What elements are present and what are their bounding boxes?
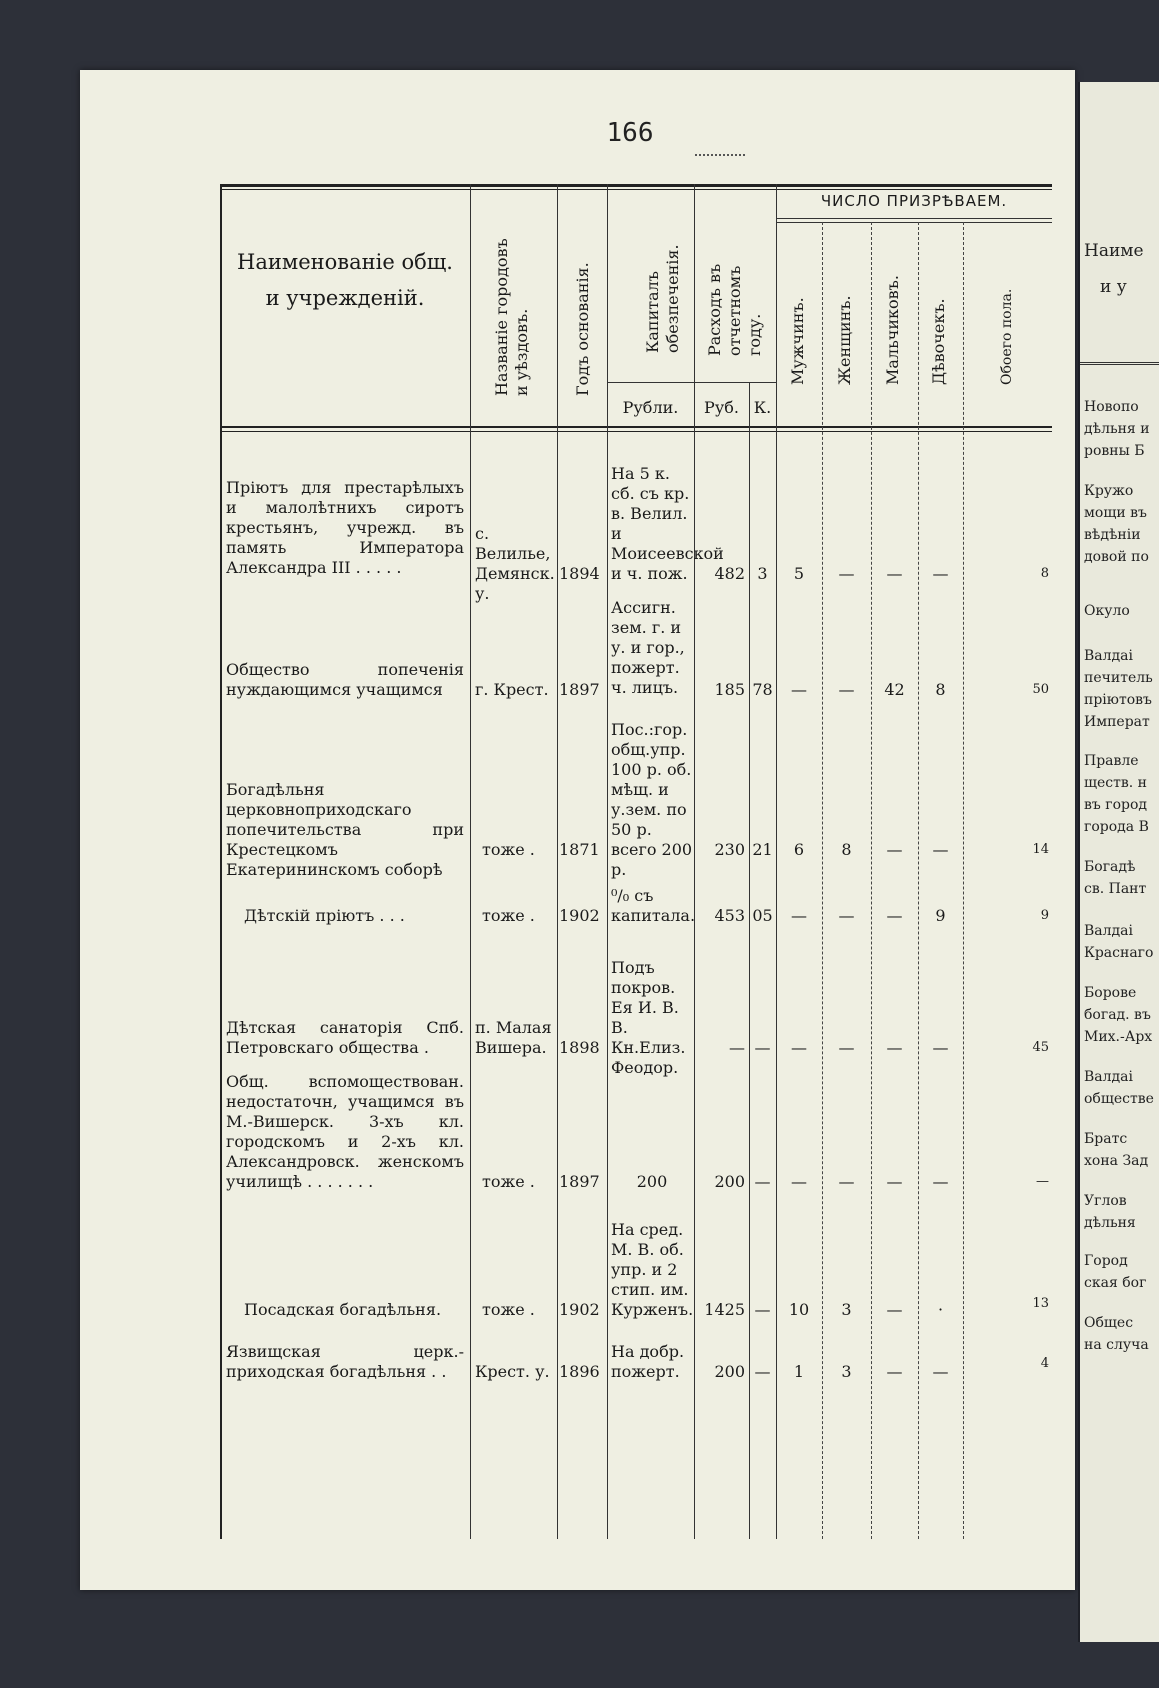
row-5-capital: Подъ покров. Ея И. В. В. Кн.Елиз. Феодор.: [611, 958, 686, 1077]
row-3-girls: —: [932, 840, 949, 859]
row-3-capital: Пос.:гор. общ.упр. 100 р. об. мѣщ. и у.зем. по 50 р. всего 200 р.: [611, 720, 693, 879]
row-8-both: 4: [1040, 1356, 1049, 1371]
adjacent-text-line: Углов: [1084, 1193, 1127, 1209]
row-2-both: 50: [1032, 682, 1049, 697]
row-6-girls: —: [932, 1172, 949, 1191]
row-3-boys: —: [886, 840, 903, 859]
adjacent-text-line: Правле: [1084, 753, 1139, 769]
header-expense-rub: Руб.: [704, 398, 739, 417]
row-2-capital: Ассигн. зем. г. и у. и гор., пожерт. ч. лицъ.: [611, 598, 685, 697]
row-7-boys: —: [886, 1300, 903, 1319]
row-1-rub: 482: [714, 564, 745, 583]
row-2-town: г. Крест.: [475, 680, 549, 699]
adjacent-text-line: Общес: [1084, 1315, 1134, 1331]
header-expense: Расходъ въ отчетномъ году.: [705, 263, 764, 356]
header-women: Женщинъ.: [835, 295, 854, 385]
row-4-year: 1902: [559, 906, 600, 925]
row-3-both: 14: [1032, 842, 1049, 857]
row-8-boys: —: [886, 1362, 903, 1381]
row-7-name: Посадская богадѣльня.: [244, 1300, 442, 1319]
col-divider: [918, 222, 919, 1539]
adjacent-header-line: и у: [1100, 277, 1127, 297]
page-number: 166: [606, 118, 654, 148]
row-3-women: 8: [841, 840, 852, 859]
col-divider: [557, 184, 558, 1539]
header-bottom-rule: [220, 426, 1052, 428]
header-town: Названіе городовъ и уѣздовъ.: [492, 238, 531, 396]
adjacent-page-edge: [1078, 82, 1159, 1642]
book-page: [80, 70, 1075, 1590]
adjacent-header-line: Наиме: [1084, 241, 1144, 261]
row-6-men: —: [791, 1172, 807, 1191]
row-6-capital: 200: [636, 1172, 668, 1191]
row-3-rub: 230: [714, 840, 745, 859]
row-5-name: Дѣтская санаторія Спб. Петровскаго общества .: [226, 1018, 464, 1057]
adjacent-text-line: довой по: [1084, 549, 1149, 565]
row-1-men: 5: [793, 564, 805, 583]
adjacent-text-line: Императ: [1084, 714, 1150, 730]
row-1-boys: —: [886, 564, 903, 583]
adjacent-text-line: дѣльня и: [1084, 421, 1150, 437]
row-3-men: 6: [793, 840, 805, 859]
adjacent-text-line: Краснаго: [1084, 945, 1154, 961]
row-1-both: 8: [1040, 566, 1049, 581]
adjacent-text-line: ровны Б: [1084, 443, 1145, 459]
row-2-name: Общество попеченія нуждающимся учащимся: [226, 660, 464, 699]
row-6-year: 1897: [559, 1172, 600, 1191]
row-4-town: тоже .: [482, 906, 535, 925]
adjacent-text-line: печитель: [1084, 670, 1153, 686]
row-6-kop: —: [754, 1172, 771, 1191]
header-name: Наименованіе общ. и учрежденій.: [237, 250, 453, 310]
header-group-title: ЧИСЛО ПРИЗРѢВАЕМ.: [820, 192, 1008, 210]
row-8-name: Язвищская церк.-приходская богадѣльня . .: [226, 1342, 464, 1381]
row-4-men: —: [791, 906, 807, 925]
adjacent-text-line: св. Пант: [1084, 881, 1147, 897]
col-divider: [607, 184, 608, 1539]
row-4-capital: ⁰/₀ съ капитала.: [611, 886, 696, 925]
row-5-year: 1898: [559, 1038, 600, 1057]
row-8-rub: 200: [714, 1362, 745, 1381]
row-4-name: Дѣтскій пріютъ . . .: [244, 906, 405, 925]
header-capital-unit: Рубли.: [622, 398, 679, 417]
adjacent-text-line: хона Зад: [1084, 1153, 1149, 1169]
adjacent-text-line: вѣдѣніи: [1084, 527, 1141, 543]
adjacent-text-line: Окуло: [1084, 603, 1130, 619]
row-1-kop: 3: [757, 564, 768, 583]
row-8-capital: На добр. пожерт.: [611, 1342, 685, 1381]
row-2-men: —: [791, 680, 807, 699]
adjacent-text-line: города В: [1084, 819, 1149, 835]
row-5-men: —: [791, 1038, 807, 1057]
row-4-kop: 05: [752, 906, 773, 925]
row-2-boys: 42: [884, 680, 905, 699]
adjacent-text-line: мощи въ: [1084, 505, 1147, 521]
col-divider: [871, 222, 872, 1539]
header-both: Обоего пола.: [999, 288, 1015, 385]
adjacent-text-line: Новопо: [1084, 399, 1139, 415]
row-2-year: 1897: [559, 680, 600, 699]
row-8-women: 3: [841, 1362, 852, 1381]
row-4-women: —: [838, 906, 855, 925]
header-boys: Мальчиковъ.: [883, 275, 902, 385]
row-5-women: —: [838, 1038, 855, 1057]
row-8-town: Крест. у.: [475, 1362, 550, 1381]
row-1-name: Пріютъ для престарѣлыхъ и малолѣтнихъ сиротъ крестьянъ, учрежд. въ память Императора Александра III . . . . .: [226, 478, 464, 577]
row-5-rub: —: [729, 1038, 745, 1057]
col-divider: [694, 184, 695, 1539]
row-2-girls: 8: [935, 680, 946, 699]
row-8-girls: —: [932, 1362, 949, 1381]
row-6-rub: 200: [714, 1172, 745, 1191]
table-left-border: [220, 184, 222, 1539]
row-8-kop: —: [754, 1362, 771, 1381]
row-2-rub: 185: [714, 680, 745, 699]
row-5-kop: —: [754, 1038, 771, 1057]
adjacent-text-line: Кружо: [1084, 483, 1134, 499]
row-1-town: с. Велилье, Демянск. у.: [475, 524, 555, 603]
group-rule: [776, 218, 1052, 219]
row-6-boys: —: [886, 1172, 903, 1191]
row-1-girls: —: [932, 564, 949, 583]
adjacent-text-line: Братс: [1084, 1131, 1128, 1147]
row-1-capital: На 5 к. сб. съ кр. в. Велил. и Моисеевской и ч. пож.: [611, 464, 724, 583]
row-8-year: 1896: [559, 1362, 600, 1381]
row-3-name: Богадѣльня церковноприходскаго попечительства при Крестецкомъ Екатерининскомъ соборѣ: [226, 780, 464, 879]
row-4-rub: 453: [714, 906, 745, 925]
row-7-rub: 1425: [704, 1300, 745, 1319]
row-3-year: 1871: [559, 840, 600, 859]
row-6-town: тоже .: [482, 1172, 535, 1191]
col-divider: [470, 184, 471, 1539]
row-6-women: —: [838, 1172, 855, 1191]
header-girls: Дѣвочекъ.: [929, 298, 948, 385]
group-rule-2: [776, 222, 1052, 223]
row-7-girls: ·: [937, 1300, 944, 1319]
row-7-both: 13: [1032, 1296, 1049, 1311]
row-4-both: 9: [1040, 908, 1049, 923]
row-5-boys: —: [886, 1038, 903, 1057]
header-men: Мужчинъ.: [788, 297, 807, 385]
row-5-both: 45: [1032, 1040, 1049, 1055]
row-2-women: —: [838, 680, 855, 699]
statistics-table: [220, 184, 1052, 1544]
adjacent-text-line: въ город: [1084, 797, 1148, 813]
adjacent-text-line: богад. въ: [1084, 1007, 1151, 1023]
row-4-boys: —: [886, 906, 903, 925]
adjacent-text-line: обществе: [1084, 1091, 1154, 1107]
row-7-men: 10: [788, 1300, 810, 1319]
row-1-year: 1894: [559, 564, 600, 583]
row-6-both: —: [1036, 1174, 1049, 1189]
adjacent-text-line: ществ. н: [1084, 775, 1147, 791]
adjacent-text-line: Мих.-Арх: [1084, 1029, 1153, 1045]
row-8-men: 1: [793, 1362, 805, 1381]
header-capital: Капиталъ обезпеченія.: [643, 244, 682, 353]
row-7-capital: На сред. М. В. об. упр. и 2 стип. им. Курженъ.: [611, 1220, 694, 1319]
units-rule: [607, 382, 776, 383]
adjacent-text-line: на случа: [1084, 1337, 1149, 1353]
row-3-kop: 21: [752, 840, 773, 859]
header-bottom-rule-2: [220, 431, 1052, 432]
adjacent-text-line: Город: [1084, 1253, 1128, 1269]
adjacent-text-line: Валдаі: [1084, 648, 1133, 664]
adjacent-text-line: Валдаі: [1084, 923, 1133, 939]
adjacent-text-line: пріютовъ: [1084, 692, 1152, 708]
col-divider: [963, 222, 964, 1539]
adjacent-header-rule: [1080, 362, 1159, 365]
row-7-women: 3: [841, 1300, 852, 1319]
col-divider: [822, 222, 823, 1539]
adjacent-text-line: Богадѣ: [1084, 859, 1136, 875]
row-7-kop: —: [754, 1300, 771, 1319]
adjacent-text-line: ская бог: [1084, 1275, 1147, 1291]
adjacent-text-line: дѣльня: [1084, 1215, 1136, 1231]
row-1-women: —: [838, 564, 855, 583]
row-7-town: тоже .: [482, 1300, 535, 1319]
row-2-kop: 78: [752, 680, 773, 699]
page-number-ornament: [695, 154, 745, 156]
header-year: Годъ основанія.: [573, 262, 592, 396]
row-6-name: Общ. вспомоществован. недостаточн, учащимся въ М.-Вишерск. 3-хъ кл. городскомъ и 2-хъ кл. Александровск. женскомъ училищѣ . . . . . . .: [226, 1072, 464, 1191]
row-5-town: п. Малая Вишера.: [475, 1018, 552, 1057]
col-divider: [776, 184, 777, 1539]
row-3-town: тоже .: [482, 840, 535, 859]
row-4-girls: 9: [935, 906, 946, 925]
row-5-girls: —: [932, 1038, 949, 1057]
adjacent-text-line: Борове: [1084, 985, 1137, 1001]
row-7-year: 1902: [559, 1300, 600, 1319]
adjacent-text-line: Валдаі: [1084, 1069, 1133, 1085]
header-expense-kop: К.: [753, 398, 772, 417]
